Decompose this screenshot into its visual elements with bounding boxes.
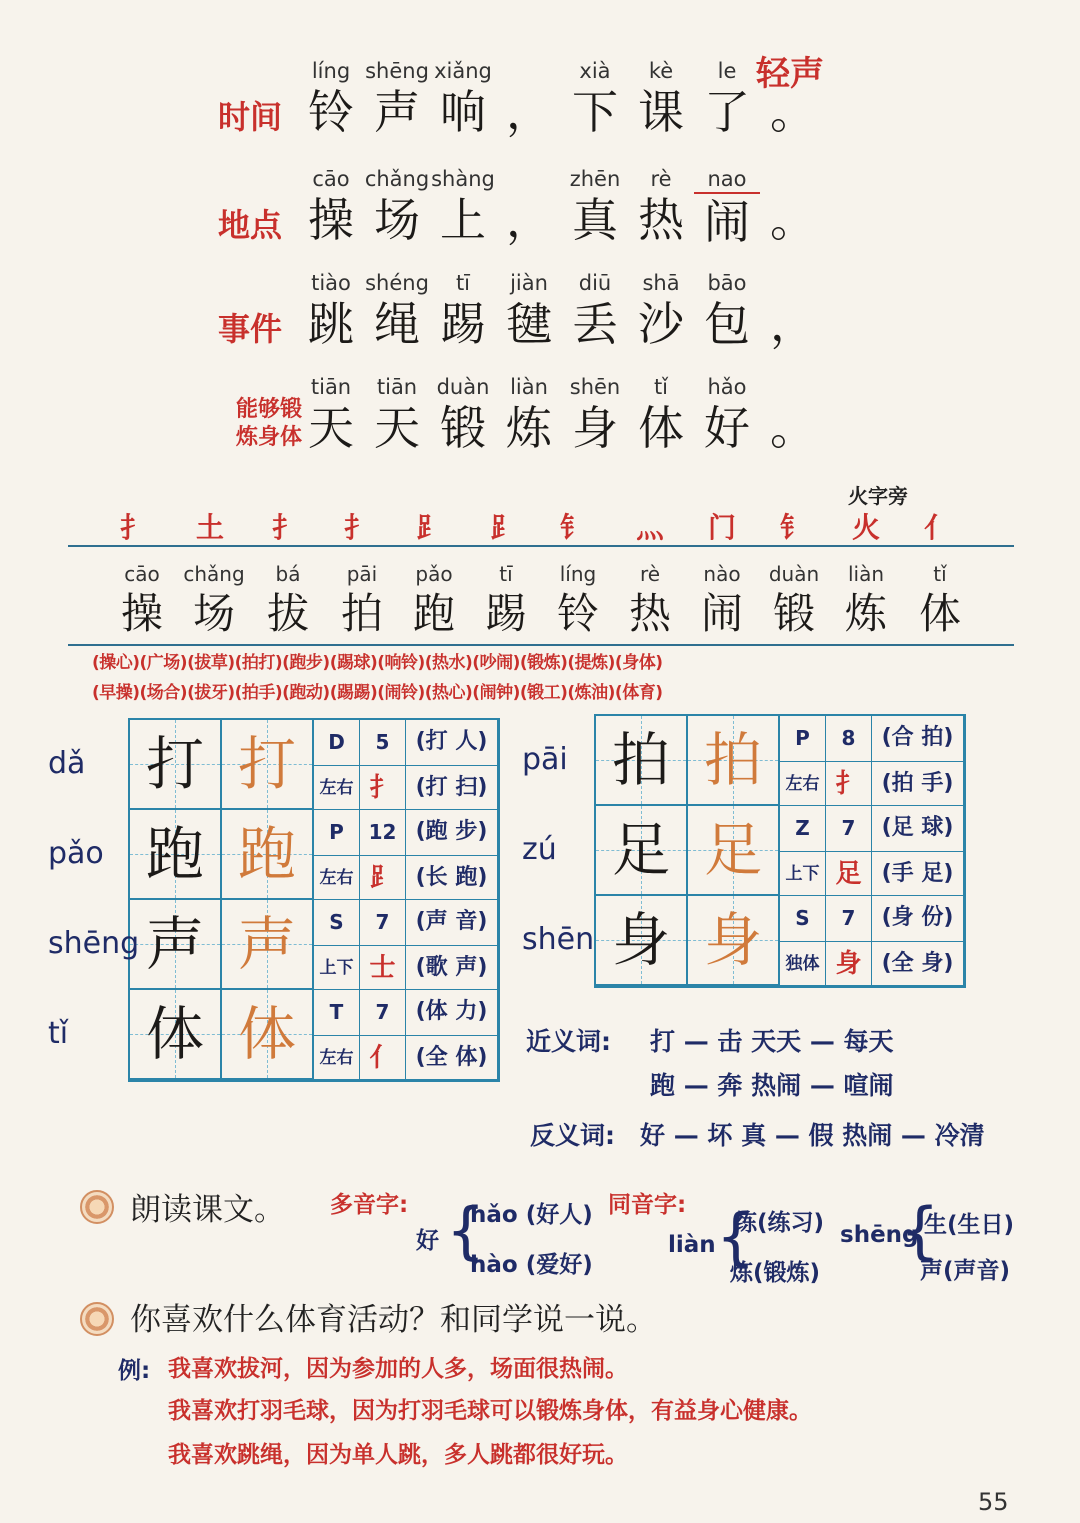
word-combo: (长 跑) [406,856,498,900]
poem-syllable [430,166,496,248]
character-box [130,720,222,810]
pinyin: nao [694,166,760,194]
index-letter: S [314,900,360,946]
pinyin: bāo [707,271,747,295]
vocab-word [326,560,398,640]
hanzi: 沙 [638,297,684,351]
antonym-label: 反义词: [530,1121,615,1150]
vocab-word [758,560,830,640]
polyphone-reading1: hǎo (好人) [470,1202,593,1228]
poem-annotation: 地点 [218,206,283,244]
task-bullet-icon [80,1302,114,1336]
hanzi: 包 [704,297,750,351]
vocab-word [398,560,470,640]
structure: 独体 [780,942,826,986]
pinyin: chǎng [183,562,245,586]
punctuation [496,166,562,248]
poem-syllable [298,166,364,248]
pinyin: chǎng [364,167,430,191]
hanzi: 热 [638,193,684,247]
practice-character: 跑 [237,820,296,888]
hanzi: ， [770,297,816,351]
pinyin: shā [642,271,680,295]
hanzi: 。 [770,85,816,139]
poem-syllable [364,374,430,456]
hanzi: 拍 [340,589,383,638]
practice-character: 足 [703,816,762,884]
pinyin: cāo [312,167,350,191]
practice-box [222,720,314,810]
word-combo: (手 足) [872,852,964,896]
divider-top [68,545,1014,547]
poem-syllable [694,270,760,352]
punctuation [760,374,826,456]
radical: 士 [360,946,406,990]
hanzi: 踢 [484,589,527,638]
hanzi: 锻 [440,401,486,455]
poem-syllable [562,270,628,352]
pinyin: rè [639,562,661,586]
word-combo: (歌 声) [406,946,498,990]
structure: 上下 [780,852,826,896]
synonym-row2: 跑 — 奔 热闹 — 喧闹 [650,1071,894,1100]
radical-mark: 门 [707,511,736,544]
poem-syllable [364,58,430,140]
radical-mark: 火 [851,511,880,544]
pinyin: duàn [436,375,490,399]
hanzi: 闹 [704,195,750,249]
poem-annotation: 能够锻炼身体 [236,397,303,450]
hanzi: 天 [308,401,354,455]
polyphone-reading2: hào (爱好) [470,1252,593,1278]
hanzi: 拔 [266,589,309,638]
stroke-count: 12 [360,810,406,856]
poem-syllable [628,374,694,456]
homophone-a-pinyin: liàn [668,1232,716,1258]
qingsheng-note: 轻声 [756,54,824,94]
poem-syllable [496,374,562,456]
poem-syllable [430,58,496,140]
word-combo: (跑 步) [406,810,498,856]
homophone-a1: 练(练习) [734,1210,825,1236]
hanzi: 锻 [772,589,815,638]
practice-box [688,896,780,986]
radical-mark: ⻊ [415,511,444,544]
hanzi: 体 [638,401,684,455]
poem-syllable [298,270,364,352]
word-combos-row1: (操心)(广场)(拔草)(拍打)(跑步)(踢球)(响铃)(热水)(吵闹)(锻炼)(提炼)(身体) [92,653,663,673]
word-combo: (足 球) [872,806,964,852]
polyphone-char: 好 [416,1228,439,1254]
character: 身 [611,906,670,974]
vocab-word [178,560,250,640]
structure: 左右 [314,856,360,900]
poem-syllable [628,166,694,248]
pinyin: pāi [346,562,378,586]
radical-mark: 土 [195,511,224,544]
hanzi: 场 [374,193,420,247]
pinyin: shēng [365,59,429,83]
hanzi: 真 [572,193,618,247]
page-number: 55 [978,1488,1009,1516]
word-combo: (合 拍) [872,716,964,762]
hanzi: 课 [638,85,684,139]
polyphone-brace: { [446,1194,486,1267]
grid-pinyin: pǎo [48,836,104,871]
pinyin: shēn [569,375,621,399]
pinyin: liàn [510,375,548,399]
pinyin: tiān [376,375,418,399]
hanzi: 场 [192,589,235,638]
word-combo: (身 份) [872,896,964,942]
hanzi: 丢 [572,297,618,351]
hanzi: 热 [628,589,671,638]
pinyin: zhēn [569,167,621,191]
hanzi: 操 [308,193,354,247]
divider-bottom [68,644,1014,646]
structure: 左右 [314,766,360,810]
hanzi: 炼 [844,589,887,638]
synonym-label: 近义词: [526,1027,611,1056]
poem-syllable [628,58,694,140]
radical-mark: 钅 [779,511,808,544]
fire-radical-note: 火字旁 [848,484,908,508]
homophone-b-pinyin: shēng [840,1222,919,1248]
radical: ⻊ [360,856,406,900]
character: 声 [145,910,204,978]
example-1: 我喜欢拔河，因为参加的人多，场面很热闹。 [168,1356,628,1382]
poem-syllable [694,58,760,140]
punctuation [760,166,826,248]
word-combo: (打 人) [406,720,498,766]
word-combo: (声 音) [406,900,498,946]
poem-syllable [562,58,628,140]
word-combo: (体 力) [406,990,498,1036]
hanzi: ， [506,85,552,139]
radical-mark: 亻 [923,511,952,544]
pinyin: tiào [311,271,351,295]
vocab-word [686,560,758,640]
index-letter: D [314,720,360,766]
poem-syllable [628,270,694,352]
character: 体 [145,1000,204,1068]
hanzi: 下 [572,85,618,139]
example-3: 我喜欢跳绳，因为单人跳，多人跳都很好玩。 [168,1442,628,1468]
structure: 上下 [314,946,360,990]
hanzi: 跳 [308,297,354,351]
pinyin [496,58,562,84]
synonym-row1: 打 — 击 天天 — 每天 [650,1027,894,1056]
task-bullet-icon [80,1190,114,1224]
pinyin: duàn [768,562,820,586]
hanzi: 声 [374,85,420,139]
radical-mark: ⻊ [489,511,518,544]
character: 打 [145,730,204,798]
poem-syllable [694,374,760,456]
hanzi: ， [506,193,552,247]
vocab-word [614,560,686,640]
poem-syllable [430,270,496,352]
practice-character: 身 [703,906,762,974]
radical: 扌 [826,762,872,806]
radical-mark: 钅 [559,511,588,544]
hanzi: 天 [374,401,420,455]
pinyin: líng [311,59,351,83]
example-label: 例: [118,1358,151,1384]
pinyin: rè [650,167,672,191]
hanzi: 毽 [506,297,552,351]
pinyin: tǐ [933,562,947,586]
homophone-b2: 声(声音) [920,1258,1011,1284]
hanzi: 踢 [440,297,486,351]
pinyin: kè [648,59,674,83]
radical-mark: 扌 [343,511,372,544]
stroke-count: 7 [826,806,872,852]
homophone-b1: 生(生日) [924,1212,1015,1238]
poem-syllable [298,374,364,456]
pinyin [496,166,562,192]
homophone-a2: 炼(锻炼) [730,1260,821,1286]
practice-character: 拍 [703,726,762,794]
grid-pinyin: dǎ [48,746,86,781]
hanzi: 炼 [506,401,552,455]
vocab-word [830,560,902,640]
grid-pinyin: pāi [522,742,568,777]
stroke-count: 7 [360,900,406,946]
character-box [596,896,688,986]
pinyin: tī [455,271,471,295]
radical: 身 [826,942,872,986]
pinyin: cāo [124,562,160,586]
pinyin: shéng [365,271,429,295]
character-box [596,806,688,896]
radical-mark: 扌 [271,511,300,544]
poem-syllable [364,166,430,248]
pinyin [760,166,826,192]
vocab-word [542,560,614,640]
pinyin: diū [578,271,612,295]
hanzi: 体 [918,589,961,638]
word-combo: (打 扫) [406,766,498,810]
polyphone-label: 多音字: [330,1192,409,1218]
poem-syllable [496,270,562,352]
poem-annotation: 事件 [218,310,283,348]
grid-pinyin: zú [522,832,557,867]
pinyin [760,270,826,296]
index-letter: Z [780,806,826,852]
stroke-count: 7 [360,990,406,1036]
poem-syllable [694,166,760,250]
grid-pinyin: shēng [48,926,140,961]
character-box [130,900,222,990]
practice-character: 声 [237,910,296,978]
character: 拍 [611,726,670,794]
practice-box [222,810,314,900]
pinyin: tǐ [653,375,669,399]
poem-syllable [364,270,430,352]
pinyin: xià [579,59,611,83]
hanzi: 跑 [412,589,455,638]
pinyin: le [717,59,737,83]
character: 足 [611,816,670,884]
vocab-word [106,560,178,640]
poem-annotation: 时间 [218,98,283,136]
word-combo: (全 体) [406,1036,498,1080]
structure: 左右 [780,762,826,806]
hanzi: 了 [704,85,750,139]
character: 跑 [145,820,204,888]
grid-frame [128,718,500,1082]
task-discuss: 你喜欢什么体育活动？和同学说一说。 [130,1302,657,1338]
index-letter: S [780,896,826,942]
radical: 亻 [360,1036,406,1080]
vocab-word [904,560,976,640]
radical-mark: 灬 [635,511,664,544]
stroke-count: 8 [826,716,872,762]
hanzi: 身 [572,401,618,455]
word-combo: (拍 手) [872,762,964,806]
vocab-word [252,560,324,640]
hanzi: 闹 [700,589,743,638]
homophone-label: 同音字: [608,1192,687,1218]
index-letter: P [780,716,826,762]
pinyin: pǎo [415,562,453,586]
stroke-count: 5 [360,720,406,766]
practice-box [222,990,314,1080]
hanzi: 操 [120,589,163,638]
practice-box [222,900,314,990]
character-box [596,716,688,806]
character-box [130,810,222,900]
hanzi: 。 [770,193,816,247]
pinyin [760,374,826,400]
index-letter: T [314,990,360,1036]
index-letter: P [314,810,360,856]
word-combos-row2: (早操)(场合)(拔牙)(拍手)(跑动)(踢踢)(闹铃)(热心)(闹钟)(锻工)(炼油)(体育) [92,683,663,703]
radical: 足 [826,852,872,896]
example-2: 我喜欢打羽毛球，因为打羽毛球可以锻炼身体，有益身心健康。 [168,1398,812,1424]
pinyin: bá [275,562,301,586]
stroke-count: 7 [826,896,872,942]
word-combo: (全 身) [872,942,964,986]
pinyin: nào [703,562,741,586]
hanzi: 铃 [308,85,354,139]
pinyin: tī [499,562,513,586]
pinyin: jiàn [510,271,548,295]
homophone-a-brace: { [716,1200,756,1273]
hanzi: 铃 [556,589,599,638]
antonym-text: 好 — 坏 真 — 假 热闹 — 冷清 [640,1121,985,1150]
pinyin: shàng [431,167,495,191]
radical: 扌 [360,766,406,810]
practice-box [688,716,780,806]
character-box [130,990,222,1080]
grid-pinyin: shēn [522,922,595,957]
pinyin: tiān [310,375,352,399]
homophone-b-brace: { [900,1194,940,1267]
poem-syllable [562,374,628,456]
poem-syllable [562,166,628,248]
pinyin: liàn [847,562,885,586]
radical-mark: 扌 [119,511,148,544]
pinyin: hǎo [707,375,747,399]
hanzi: 响 [440,85,486,139]
practice-character: 打 [237,730,296,798]
grid-frame [594,714,966,988]
hanzi: 。 [770,401,816,455]
punctuation [760,270,826,352]
punctuation [496,58,562,140]
practice-character: 体 [237,1000,296,1068]
pinyin: xiǎng [434,59,492,83]
hanzi: 好 [704,401,750,455]
pinyin: líng [559,562,597,586]
task-read-aloud: 朗读课文。 [130,1192,285,1228]
hanzi: 绳 [374,297,420,351]
structure: 左右 [314,1036,360,1080]
hanzi: 上 [440,193,486,247]
vocab-word [470,560,542,640]
practice-box [688,806,780,896]
grid-pinyin: tǐ [48,1016,69,1051]
poem-syllable [298,58,364,140]
poem-syllable [430,374,496,456]
